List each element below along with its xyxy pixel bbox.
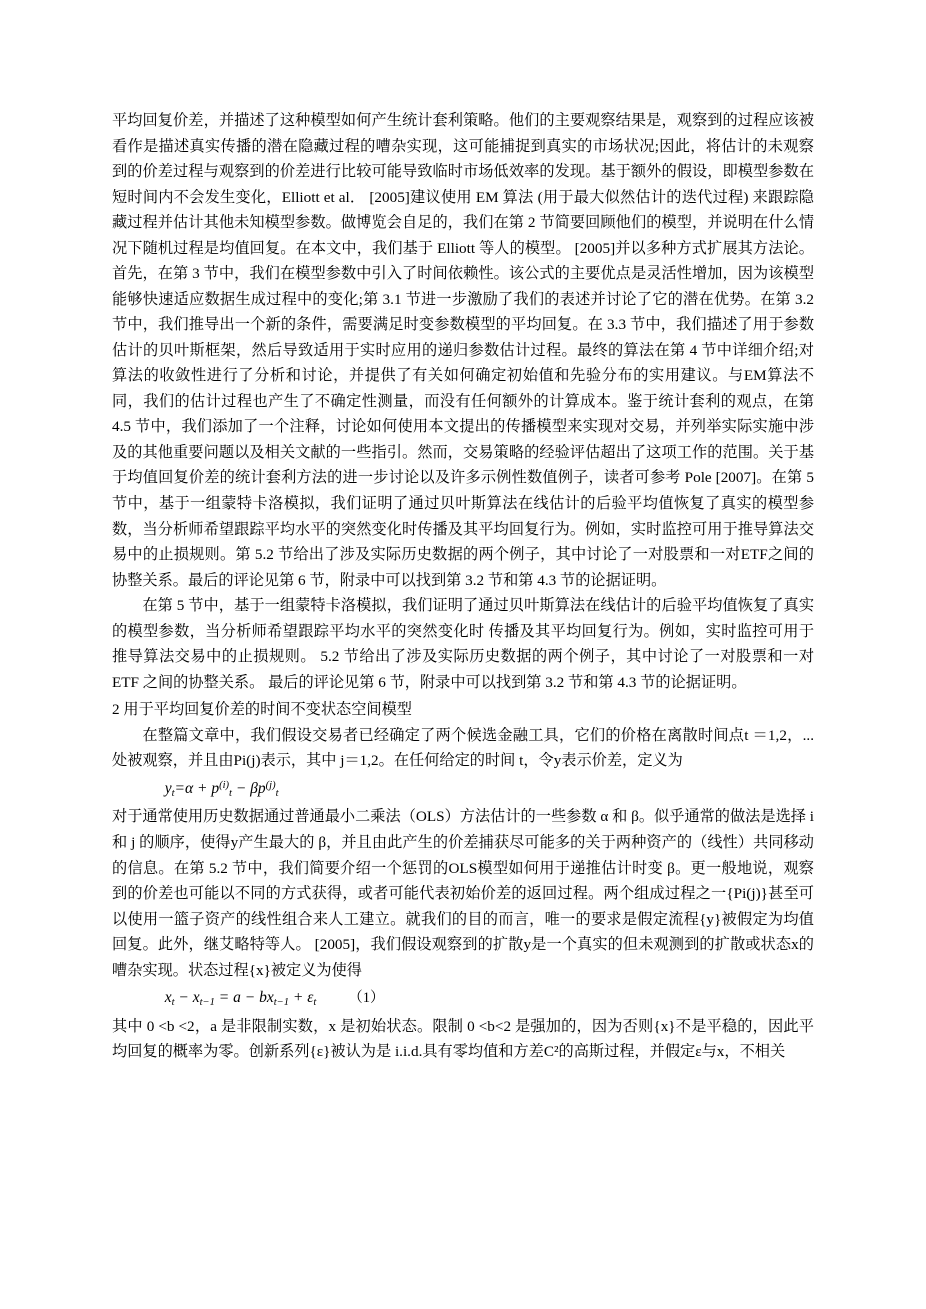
paragraph-spread-definition: 在整篇文章中，我们假设交易者已经确定了两个候选金融工具，它们的价格在离散时间点t ＝1,2，...处被观察，并且由Pi(j)表示，其中 j＝1,2。在任何给定的时间 t，令y表示价差，定义为 xyxy=(112,726,814,770)
paragraph-section5-summary: 在第 5 节中，基于一组蒙特卡洛模拟，我们证明了通过贝叶斯算法在线估计的后验平均值恢复了真实的模型参数，当分析师希望跟踪平均水平的突然变化时 传播及其平均回复行为。例如，实时监控可用于推导算法交易中的止损规则。 5.2 节给出了涉及实际历史数据的两个例子，其中讨论了一对股票和一对 ETF 之间的协整关系。 最后的评论见第 6 节，附录中可以找到第 3.2 节和第 4.3 节的论据证明。 xyxy=(112,597,814,691)
formula-spread-eq: =α + p xyxy=(174,779,220,797)
formula-state-plus: + ε xyxy=(292,989,314,1007)
formula-state-sub3: t−1 xyxy=(273,997,290,1009)
formula-spread-term1-sub: t xyxy=(229,787,232,799)
formula-spread-lhs-sub: t xyxy=(171,787,175,799)
formula-state-minus: − x xyxy=(178,989,200,1007)
formula-state-sub2: t−1 xyxy=(199,997,215,1009)
formula-spread-lhs: y xyxy=(164,779,172,797)
formula-spread-term1-sup: (i) xyxy=(219,779,230,791)
formula-state-eq: = a − bx xyxy=(218,989,274,1007)
formula-state-number: （1） xyxy=(348,990,385,1007)
formula-state-sub1: t xyxy=(171,997,175,1009)
paragraph-intro: 平均回复价差，并描述了这种模型如何产生统计套利策略。他们的主要观察结果是，观察到的过程应该被看作是描述真实传播的潜在隐藏过程的嘈杂实现，这可能捕捉到真实的市场状况;因此，将估计的未观察到的价差过程与观察到的价差进行比较可能导致临时市场低效率的发现。基于额外的假设，即模型参数在短时间内不会发生变化，Elliott et al． [2005]建议使用 EM 算法 (用于最大似然估计的迭代过程) 来跟踪隐藏过程并估计其他未知模型参数。做博览会自足的，我们在第 2 节简要回顾他们的模型，并说明在什么情况下随机过程是均值回复。在本文中，我们基于 Elliott 等人的模型。 [2005]并以多种方式扩展其方法论。首先，在第 3 节中，我们在模型参数中引入了时间依赖性。该公式的主要优点是灵活性增加，因为该模型能够快速适应数据生成过程中的变化;第 3.1 节进一步激励了我们的表述并讨论了它的潜在优势。在第 3.2 节中，我们推导出一个新的条件，需要满足时变参数模型的平均回复。在 3.3 节中，我们描述了用于参数估计的贝叶斯框架，然后导致适用于实时应用的递归参数估计过程。最终的算法在第 4 节中详细介绍;对算法的收敛性进行了分析和讨论，并提供了有关如何确定初始值和先验分布的实用建议。与EM算法不同，我们的估计过程也产生了不确定性测量，而没有任何额外的计算成本。鉴于统计套利的观点，在第 4.5 节中，我们添加了一个注释，讨论如何使用本文提出的传播模型来实现对交易，并列举实际实施中涉及的其他重要问题以及相关文献的一些指引。然而，交易策略的经验评估超出了这项工作的范围。关于基于均值回复价差的统计套利方法的进一步讨论以及许多示例性数值例子，读者可参考 Pole [2007]。在第 5 节中，基于一组蒙特卡洛模拟，我们证明了通过贝叶斯算法在线估计的后验平均值恢复了真实的模型参数，当分析师希望跟踪平均水平的突然变化时传播及其平均回复行为。例如，实时监控可用于推导算法交易中的止损规则。第 5.2 节给出了涉及实际历史数据的两个例子，其中讨论了一对股票和一对ETF之间的协整关系。最后的评论见第 6 节，附录中可以找到第 3.2 节和第 4.3 节的论据证明。 xyxy=(112,112,814,589)
formula-spread xyxy=(112,776,814,803)
formula-spread-term2-sub: t xyxy=(275,787,279,799)
formula-state-process xyxy=(112,985,814,1012)
paragraph-ols-estimation: 对于通常使用历史数据通过普通最小二乘法（OLS）方法估计的一些参数 α 和 β。似乎通常的做法是选择 i 和 j 的顺序，使得y产生最大的 β，并且由此产生的价差捕获尽可能多的关于两种资产的（线性）共同移动的信息。在第 5.2 节中，我们简要介绍一个惩罚的OLS模型如何用于递推估计时变 β。更一般地说，观察到的价差也可能以不同的方式获得，或者可能代表初始价差的返回过程。两个组成过程之一{Pi(j)}甚至可以使用一篮子资产的线性组合来人工建立。就我们的目的而言，唯一的要求是假定流程{y}被假定为均值回复。此外，继艾略特等人。 [2005]，我们假设观察到的扩散y是一个真实的但未观测到的扩散或状态x的嘈杂实现。状态过程{x}被定义为使得 xyxy=(112,808,814,979)
formula-state-x1: x xyxy=(164,989,172,1007)
formula-spread-term2-sup: (j) xyxy=(265,779,276,791)
document-body xyxy=(112,108,814,1065)
section-heading-2: 2 用于平均回复价差的时间不变状态空间模型 xyxy=(112,701,412,719)
formula-state-sub4: t xyxy=(313,997,317,1009)
formula-spread-minus: − βp xyxy=(235,779,266,797)
paragraph-constraints: 其中 0 <b <2，a 是非限制实数，x 是初始状态。限制 0 <b<2 是强加的，因为否则{x}不是平稳的，因此平均回复的概率为零。创新系列{ε}被认为是 i.i.d.具有零均值和方差C²的高斯过程，并假定ε与x，不相关 xyxy=(112,1017,814,1061)
